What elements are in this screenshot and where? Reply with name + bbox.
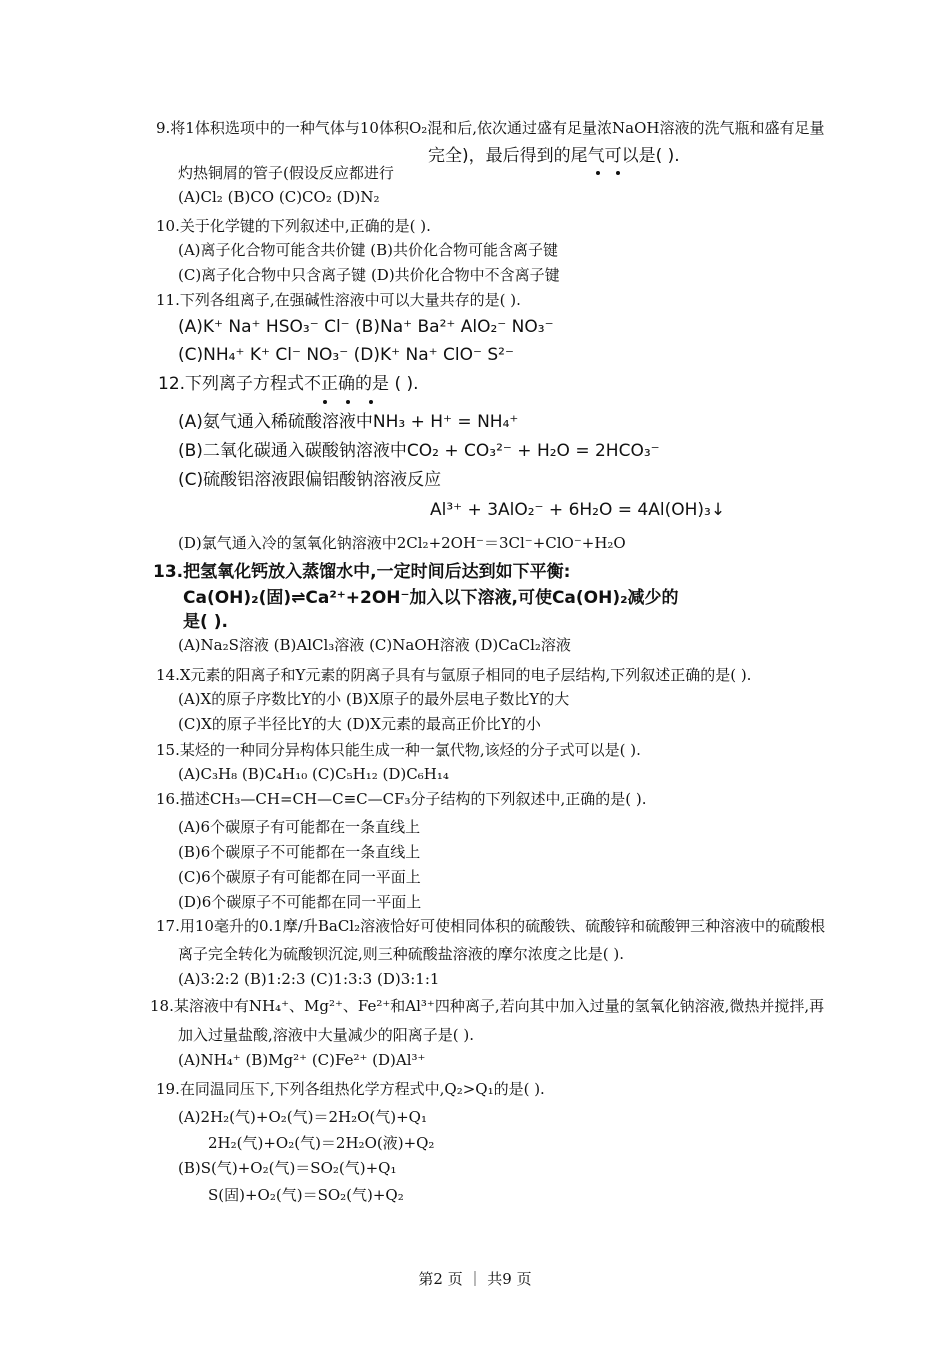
emphasis-dot bbox=[323, 400, 327, 404]
q12-option-d: (D)氯气通入冷的氢氧化钠溶液中2Cl₂+2OH⁻＝3Cl⁻+ClO⁻+H₂O bbox=[178, 534, 626, 552]
q11-stem: 11.下列各组离子,在强碱性溶液中可以大量共存的是( ). bbox=[156, 291, 521, 309]
q13-tail: 是( ). bbox=[183, 612, 228, 632]
q14-stem: 14.X元素的阳离子和Y元素的阴离子具有与氩原子相同的电子层结构,下列叙述正确的是( ). bbox=[156, 666, 752, 684]
q11-options-1: (A)K⁺ Na⁺ HSO₃⁻ Cl⁻ (B)Na⁺ Ba²⁺ AlO₂⁻ NO₃⁻ bbox=[178, 317, 554, 337]
q13-options: (A)Na₂S溶液 (B)AlCl₃溶液 (C)NaOH溶液 (D)CaCl₂溶液 bbox=[178, 636, 571, 654]
page-footer: 第2 页 ｜ 共9 页 bbox=[418, 1270, 532, 1288]
q16-option-a: (A)6个碳原子有可能都在一条直线上 bbox=[178, 818, 421, 836]
q15-stem: 15.某烃的一种同分异构体只能生成一种一氯代物,该烃的分子式可以是( ). bbox=[156, 741, 641, 759]
q13-stem: 13.把氢氧化钙放入蒸馏水中,一定时间后达到如下平衡: bbox=[153, 562, 571, 582]
q12-option-c: (C)硫酸铝溶液跟偏铝酸钠溶液反应 bbox=[178, 470, 442, 490]
q17-line1: 17.用10毫升的0.1摩/升BaCl₂溶液恰好可使相同体积的硫酸铁、硫酸锌和硫酸钾三种溶液中的硫酸根 bbox=[156, 917, 826, 935]
q17-line2: 离子完全转化为硫酸钡沉淀,则三种硫酸盐溶液的摩尔浓度之比是( ). bbox=[178, 945, 625, 963]
q10-options-2: (C)离子化合物中只含离子键 (D)共价化合物中不含离子键 bbox=[178, 266, 560, 284]
q9-options: (A)Cl₂ (B)CO (C)CO₂ (D)N₂ bbox=[178, 188, 380, 206]
q16-option-b: (B)6个碳原子不可能都在一条直线上 bbox=[178, 843, 421, 861]
emphasis-dot bbox=[616, 171, 620, 175]
q14-options-1: (A)X的原子序数比Y的小 (B)X原子的最外层电子数比Y的大 bbox=[178, 690, 570, 708]
q11-options-2: (C)NH₄⁺ K⁺ Cl⁻ NO₃⁻ (D)K⁺ Na⁺ ClO⁻ S²⁻ bbox=[178, 345, 514, 365]
q19-option-a1: (A)2H₂(气)+O₂(气)＝2H₂O(气)+Q₁ bbox=[178, 1108, 427, 1126]
q12-option-a: (A)氨气通入稀硫酸溶液中NH₃ + H⁺ = NH₄⁺ bbox=[178, 412, 519, 432]
q10-stem: 10.关于化学键的下列叙述中,正确的是( ). bbox=[156, 217, 431, 235]
q15-options: (A)C₃H₈ (B)C₄H₁₀ (C)C₅H₁₂ (D)C₆H₁₄ bbox=[178, 765, 449, 783]
q19-stem: 19.在同温同压下,下列各组热化学方程式中,Q₂>Q₁的是( ). bbox=[156, 1080, 545, 1098]
q12-option-c-equation: Al³⁺ + 3AlO₂⁻ + 6H₂O = 4Al(OH)₃↓ bbox=[430, 500, 726, 520]
q19-option-b2: S(固)+O₂(气)＝SO₂(气)+Q₂ bbox=[208, 1186, 404, 1204]
q14-options-2: (C)X的原子半径比Y的大 (D)X元素的最高正价比Y的小 bbox=[178, 715, 541, 733]
q9-line1: 9.将1体积选项中的一种气体与10体积O₂混和后,依次通过盛有足量浓NaOH溶液的洗气瓶和盛有足量 bbox=[156, 119, 825, 137]
emphasis-dot bbox=[369, 400, 373, 404]
q18-line1: 18.某溶液中有NH₄⁺、Mg²⁺、Fe²⁺和Al³⁺四种离子,若向其中加入过量的氢氧化钠溶液,微热并搅拌,再 bbox=[150, 997, 825, 1015]
q17-options: (A)3:2:2 (B)1:2:3 (C)1:3:3 (D)3:1:1 bbox=[178, 970, 440, 988]
q18-line2: 加入过量盐酸,溶液中大量减少的阳离子是( ). bbox=[178, 1026, 475, 1044]
q16-option-d: (D)6个碳原子不可能都在同一平面上 bbox=[178, 893, 422, 911]
emphasis-dot bbox=[346, 400, 350, 404]
q13-equilibrium: Ca(OH)₂(固)⇌Ca²⁺+2OH⁻加入以下溶液,可使Ca(OH)₂减少的 bbox=[183, 588, 679, 608]
q18-options: (A)NH₄⁺ (B)Mg²⁺ (C)Fe²⁺ (D)Al³⁺ bbox=[178, 1051, 426, 1069]
emphasis-dot bbox=[596, 171, 600, 175]
q16-option-c: (C)6个碳原子有可能都在同一平面上 bbox=[178, 868, 421, 886]
q9-line3: 灼热铜屑的管子(假设反应都进行 bbox=[178, 164, 394, 182]
q16-stem: 16.描述CH₃—CH=CH—C≡C—CF₃分子结构的下列叙述中,正确的是( ). bbox=[156, 790, 647, 808]
q12-option-b: (B)二氧化碳通入碳酸钠溶液中CO₂ + CO₃²⁻ + H₂O = 2HCO₃⁻ bbox=[178, 441, 660, 461]
q9-line2: 完全)，最后得到的尾气可以是( ). bbox=[428, 146, 680, 166]
q19-option-b1: (B)S(气)+O₂(气)＝SO₂(气)+Q₁ bbox=[178, 1159, 397, 1177]
q10-options-1: (A)离子化合物可能含共价键 (B)共价化合物可能含离子键 bbox=[178, 241, 559, 259]
q19-option-a2: 2H₂(气)+O₂(气)＝2H₂O(液)+Q₂ bbox=[208, 1134, 435, 1152]
q12-stem: 12.下列离子方程式不正确的是 ( ). bbox=[158, 374, 419, 394]
